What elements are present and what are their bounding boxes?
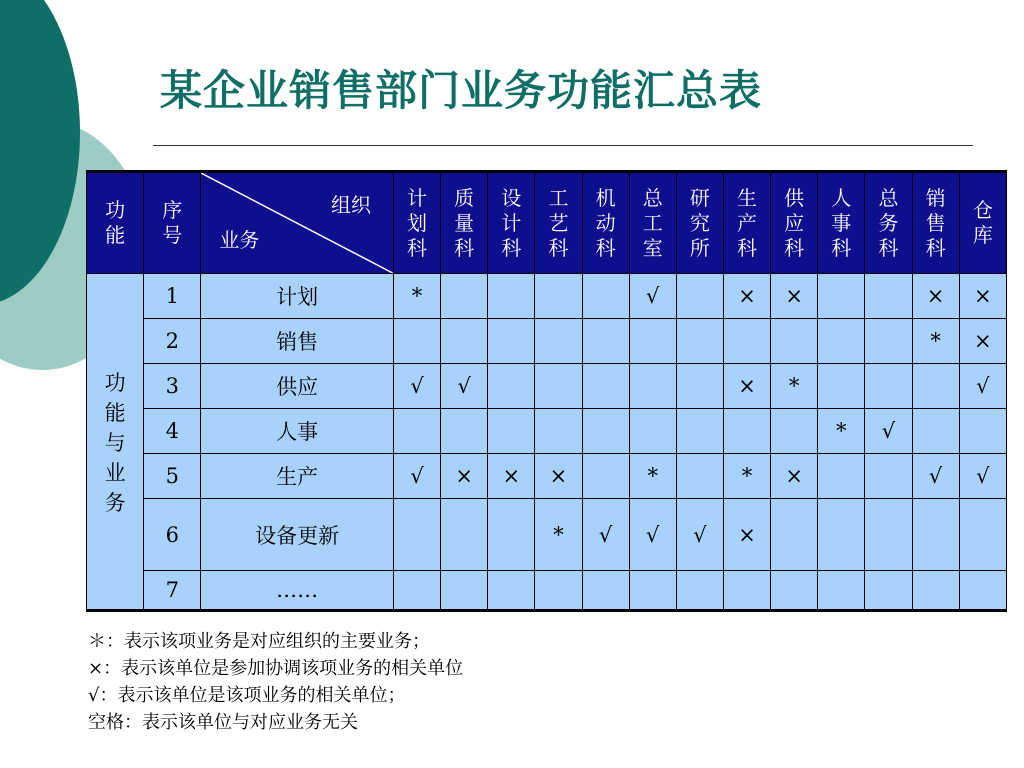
- header-department-char: 科: [407, 235, 428, 260]
- header-organization-label: 组织: [330, 193, 371, 217]
- legend-item-cross: ×：表示该单位是参加协调该项业务的相关单位: [88, 658, 464, 679]
- mark-cell: [676, 409, 723, 454]
- mark-cell: [582, 274, 629, 319]
- mark-cell: √: [629, 499, 676, 571]
- header-department-char: 供: [784, 185, 805, 210]
- mark-cell: [818, 364, 865, 409]
- mark-cell: [441, 274, 488, 319]
- mark-cell: [865, 454, 912, 499]
- header-department-char: 科: [784, 235, 805, 260]
- mark-cell: [865, 274, 912, 319]
- mark-cell: [488, 319, 535, 364]
- header-department-char: 人: [831, 185, 852, 210]
- mark-cell: [865, 319, 912, 364]
- mark-cell: ×: [959, 319, 1006, 364]
- mark-cell: [488, 274, 535, 319]
- header-department-char: 产: [737, 210, 758, 235]
- mark-cell: [818, 454, 865, 499]
- mark-cell: [959, 571, 1006, 611]
- legend-item-blank: 空格：表示该单位与对应业务无关: [88, 712, 358, 733]
- header-department-char: 总: [878, 185, 899, 210]
- header-sequence-char: 号: [162, 223, 183, 247]
- header-department: [629, 172, 676, 274]
- mark-cell: √: [676, 499, 723, 571]
- mark-cell: [676, 319, 723, 364]
- group-label-char: 与: [104, 430, 126, 455]
- mark-cell: [582, 571, 629, 611]
- mark-cell: ×: [912, 274, 959, 319]
- mark-cell: [441, 499, 488, 571]
- mark-cell: [676, 571, 723, 611]
- diagonal-line: [201, 173, 393, 273]
- mark-cell: [582, 409, 629, 454]
- header-department-char: 生: [737, 185, 758, 210]
- header-department-char: 工: [548, 185, 569, 210]
- row-business-name: 销售: [201, 319, 394, 364]
- header-department-char: 所: [689, 235, 710, 260]
- header-department-char: 事: [831, 210, 852, 235]
- header-business-label: 业务: [219, 228, 260, 252]
- mark-cell: *: [818, 409, 865, 454]
- mark-cell: [629, 409, 676, 454]
- mark-cell: [865, 499, 912, 571]
- table-header-row: [87, 172, 1007, 274]
- header-department: [535, 172, 582, 274]
- mark-cell: [535, 571, 582, 611]
- group-label-char: 功: [104, 370, 126, 395]
- mark-cell: *: [535, 499, 582, 571]
- mark-cell: [441, 319, 488, 364]
- header-department-char: 科: [548, 235, 569, 260]
- mark-cell: [912, 499, 959, 571]
- mark-cell: √: [393, 454, 440, 499]
- header-function-char: 能: [105, 223, 126, 247]
- group-label-char: 业: [104, 460, 126, 485]
- row-business-name: 设备更新: [201, 499, 394, 571]
- mark-cell: √: [582, 499, 629, 571]
- mark-cell: ×: [771, 274, 818, 319]
- header-department-char: 机: [595, 185, 616, 210]
- mark-cell: [488, 409, 535, 454]
- header-department: [582, 172, 629, 274]
- mark-cell: [912, 571, 959, 611]
- header-department-char: 库: [972, 223, 993, 247]
- mark-cell: √: [629, 274, 676, 319]
- header-department-char: 计: [501, 210, 522, 235]
- mark-cell: ×: [535, 454, 582, 499]
- group-label-char: 能: [104, 400, 126, 425]
- header-department-char: 应: [784, 210, 805, 235]
- mark-cell: [959, 499, 1006, 571]
- mark-cell: [629, 364, 676, 409]
- mark-cell: [629, 319, 676, 364]
- row-business-name: 计划: [201, 274, 394, 319]
- mark-cell: [818, 319, 865, 364]
- legend-item-star: ＊：表示该项业务是对应组织的主要业务；: [88, 631, 430, 652]
- mark-cell: [488, 571, 535, 611]
- header-department-char: 务: [878, 210, 899, 235]
- header-sequence: [144, 172, 201, 274]
- legend: [88, 628, 463, 736]
- header-department: [865, 172, 912, 274]
- mark-cell: ×: [488, 454, 535, 499]
- header-department: [771, 172, 818, 274]
- header-department: [723, 172, 770, 274]
- mark-cell: [629, 571, 676, 611]
- mark-cell: [582, 454, 629, 499]
- header-department-char: 划: [407, 210, 428, 235]
- header-department: [393, 172, 440, 274]
- mark-cell: [488, 499, 535, 571]
- function-summary-table: [86, 170, 1007, 612]
- table-row: [87, 364, 1007, 409]
- mark-cell: [818, 499, 865, 571]
- mark-cell: [723, 409, 770, 454]
- header-department: [676, 172, 723, 274]
- mark-cell: ×: [771, 454, 818, 499]
- mark-cell: [771, 499, 818, 571]
- mark-cell: ×: [441, 454, 488, 499]
- mark-cell: [488, 364, 535, 409]
- header-department: [959, 172, 1006, 274]
- row-number: 3: [144, 364, 201, 409]
- mark-cell: ×: [723, 499, 770, 571]
- table-row: [87, 571, 1007, 611]
- header-department: [441, 172, 488, 274]
- row-business-name: ……: [201, 571, 394, 611]
- mark-cell: *: [771, 364, 818, 409]
- mark-cell: [582, 364, 629, 409]
- mark-cell: [818, 571, 865, 611]
- mark-cell: [393, 571, 440, 611]
- header-department-char: 动: [595, 210, 616, 235]
- mark-cell: [676, 274, 723, 319]
- row-number: 1: [144, 274, 201, 319]
- page-title: 某企业销售部门业务功能汇总表: [160, 66, 763, 115]
- header-department: [488, 172, 535, 274]
- mark-cell: [441, 409, 488, 454]
- row-number: 4: [144, 409, 201, 454]
- header-sequence-char: 序: [162, 198, 183, 222]
- header-department-char: 科: [737, 235, 758, 260]
- group-label-char: 务: [104, 490, 126, 515]
- table-row: [87, 319, 1007, 364]
- mark-cell: [582, 319, 629, 364]
- mark-cell: [535, 319, 582, 364]
- header-department-char: 计: [407, 185, 428, 210]
- legend-item-check: √：表示该单位是该项业务的相关单位；: [88, 685, 406, 706]
- row-number: 6: [144, 499, 201, 571]
- header-department-char: 质: [454, 185, 475, 210]
- header-department-char: 仓: [972, 198, 993, 222]
- mark-cell: [393, 319, 440, 364]
- mark-cell: [393, 409, 440, 454]
- mark-cell: [912, 364, 959, 409]
- title-divider: [153, 145, 973, 146]
- mark-cell: [676, 364, 723, 409]
- mark-cell: [771, 319, 818, 364]
- header-department-char: 量: [454, 210, 475, 235]
- mark-cell: [441, 571, 488, 611]
- header-department-char: 销: [925, 185, 946, 210]
- header-department-char: 科: [925, 235, 946, 260]
- mark-cell: √: [959, 364, 1006, 409]
- mark-cell: [676, 454, 723, 499]
- header-department-char: 总: [642, 185, 663, 210]
- mark-cell: [535, 409, 582, 454]
- table-row: [87, 409, 1007, 454]
- header-department-char: 科: [501, 235, 522, 260]
- mark-cell: [865, 364, 912, 409]
- table-row: [87, 274, 1007, 319]
- header-department: [818, 172, 865, 274]
- mark-cell: [535, 364, 582, 409]
- mark-cell: [393, 499, 440, 571]
- mark-cell: *: [393, 274, 440, 319]
- header-department-char: 售: [925, 210, 946, 235]
- mark-cell: *: [629, 454, 676, 499]
- header-department-char: 科: [454, 235, 475, 260]
- mark-cell: [771, 409, 818, 454]
- row-business-name: 供应: [201, 364, 394, 409]
- header-department-char: 研: [689, 185, 710, 210]
- mark-cell: [535, 274, 582, 319]
- header-department: [912, 172, 959, 274]
- mark-cell: [723, 571, 770, 611]
- mark-cell: ×: [723, 364, 770, 409]
- mark-cell: √: [441, 364, 488, 409]
- mark-cell: ×: [723, 274, 770, 319]
- table-row: [87, 454, 1007, 499]
- mark-cell: [959, 409, 1006, 454]
- mark-cell: [912, 409, 959, 454]
- group-label-cell: [87, 274, 144, 611]
- header-department-char: 究: [689, 210, 710, 235]
- table-row: [87, 499, 1007, 571]
- mark-cell: √: [959, 454, 1006, 499]
- mark-cell: [818, 274, 865, 319]
- header-function: [87, 172, 144, 274]
- mark-cell: [865, 571, 912, 611]
- mark-cell: √: [393, 364, 440, 409]
- row-business-name: 人事: [201, 409, 394, 454]
- row-number: 2: [144, 319, 201, 364]
- mark-cell: *: [912, 319, 959, 364]
- header-department-char: 工: [642, 210, 663, 235]
- mark-cell: √: [865, 409, 912, 454]
- mark-cell: [723, 319, 770, 364]
- header-department-char: 室: [642, 235, 663, 260]
- header-function-char: 功: [105, 198, 126, 222]
- row-number: 5: [144, 454, 201, 499]
- header-department-char: 艺: [548, 210, 569, 235]
- header-department-char: 科: [878, 235, 899, 260]
- mark-cell: *: [723, 454, 770, 499]
- mark-cell: [771, 571, 818, 611]
- mark-cell: √: [912, 454, 959, 499]
- header-diagonal-cell: [201, 172, 394, 274]
- mark-cell: ×: [959, 274, 1006, 319]
- header-department-char: 设: [501, 185, 522, 210]
- row-business-name: 生产: [201, 454, 394, 499]
- header-department-char: 科: [595, 235, 616, 260]
- row-number: 7: [144, 571, 201, 611]
- header-department-char: 科: [831, 235, 852, 260]
